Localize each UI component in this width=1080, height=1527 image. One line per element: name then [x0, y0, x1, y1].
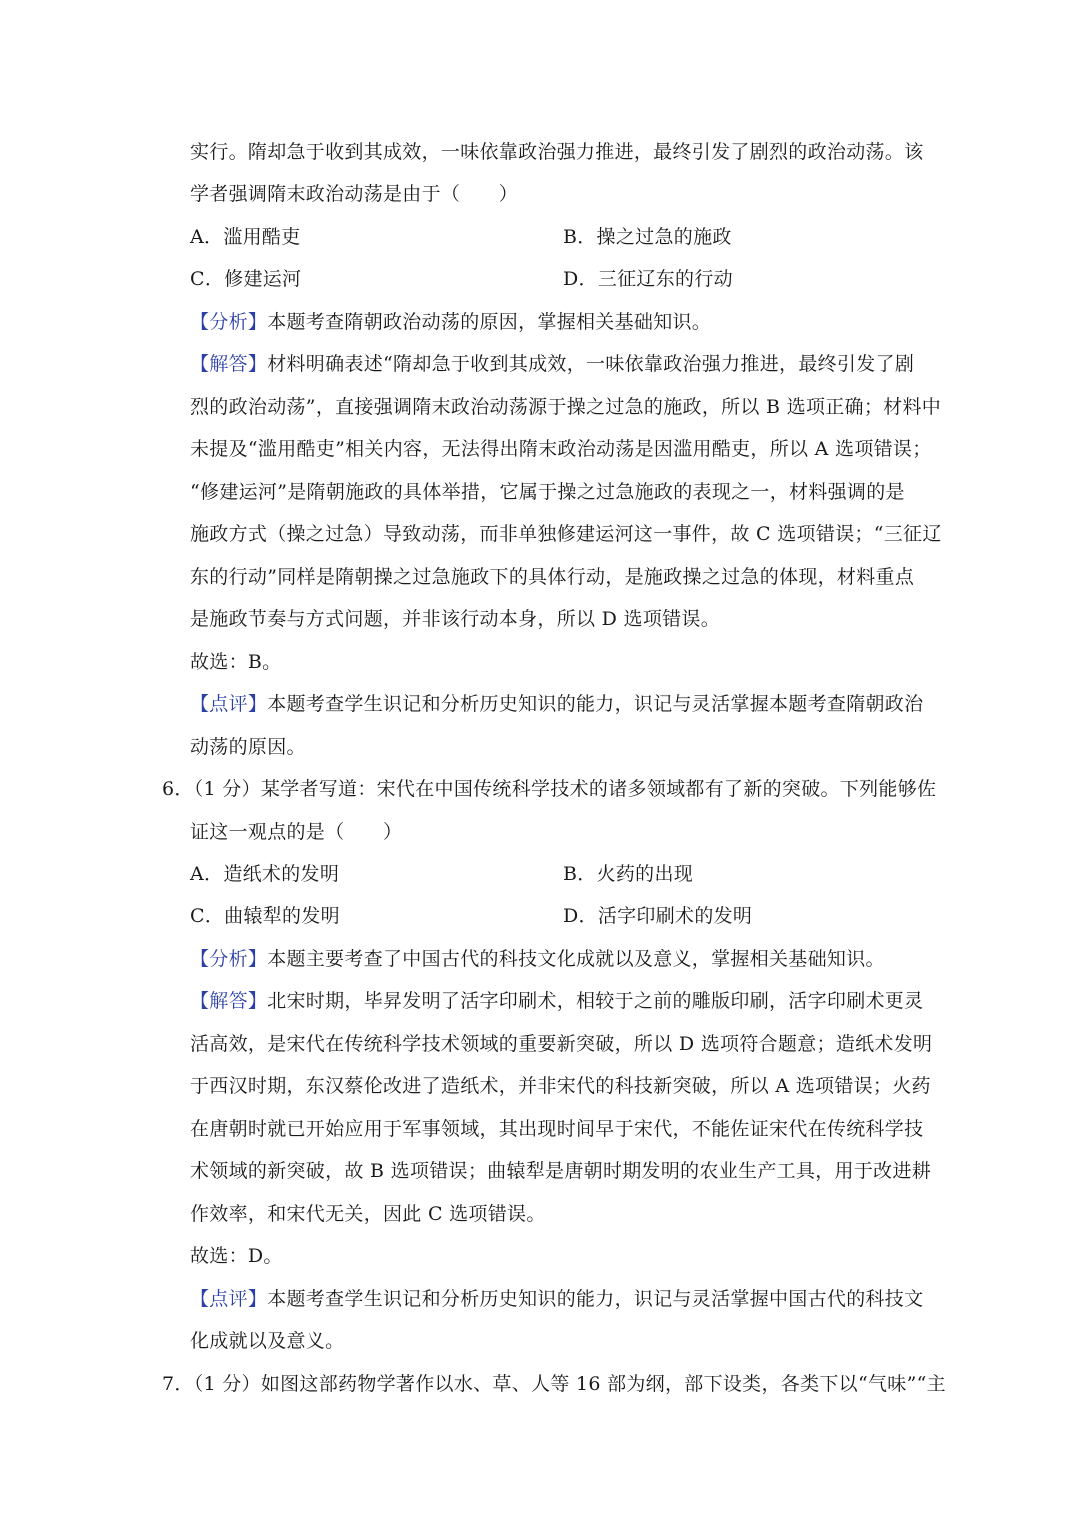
q5-answer-text-1: 材料明确表述“隋却急于收到其成效，一味依靠政治强力推进，最终引发了剧	[267, 353, 915, 375]
q5-option-c: C．修建运河	[190, 268, 302, 290]
q6-comment-line-1	[190, 1287, 924, 1311]
q6-answer-tag: 【解答】	[190, 990, 268, 1012]
q5-choice: 故选：B。	[190, 651, 282, 673]
q6-option-b: B．火药的出现	[563, 863, 694, 885]
q5-option-d: D．三征辽东的行动	[563, 268, 733, 290]
q5-answer-line-2: 烈的政治动荡”，直接强调隋末政治动荡源于操之过急的施政，所以 B 选项正确；材料中	[190, 396, 942, 418]
q6-choice: 故选：D。	[190, 1245, 283, 1267]
q5-option-a: A．滥用酷吏	[190, 226, 301, 248]
q6-stem-line-1: 6．（1 分）某学者写道：宋代在中国传统科学技术的诸多领域都有了新的突破。下列能够佐	[162, 778, 937, 800]
q5-comment-tag: 【点评】	[190, 693, 268, 715]
q6-comment-tag: 【点评】	[190, 1288, 268, 1310]
q6-option-d: D．活字印刷术的发明	[563, 905, 753, 927]
q6-stem-line-2: 证这一观点的是（ ）	[190, 821, 403, 843]
q7-stem-line-1: 7．（1 分）如图这部药物学著作以水、草、人等 16 部为纲，部下设类，各类下以“气味”“主	[162, 1373, 946, 1395]
q5-comment-line-2: 动荡的原因。	[190, 736, 306, 758]
q6-option-a: A．造纸术的发明	[190, 863, 340, 885]
q6-answer-line-3: 于西汉时期，东汉蔡伦改进了造纸术，并非宋代的科技新突破，所以 A 选项错误；火药	[190, 1075, 931, 1097]
q6-comment-line-2: 化成就以及意义。	[190, 1330, 345, 1352]
q5-answer-tag: 【解答】	[190, 353, 268, 375]
q5-answer-line-6: 东的行动”同样是隋朝操之过急施政下的具体行动，是施政操之过急的体现，材料重点	[190, 566, 915, 588]
q6-analysis	[190, 947, 920, 971]
q6-answer-line-6: 作效率，和宋代无关，因此 C 选项错误。	[190, 1203, 546, 1225]
q6-answer-line-2: 活高效，是宋代在传统科学技术领域的重要新突破，所以 D 选项符合题意；造纸术发明	[190, 1033, 933, 1055]
q5-answer-line-4: “修建运河”是隋朝施政的具体举措，它属于操之过急施政的表现之一，材料强调的是	[190, 481, 905, 503]
q5-analysis	[190, 310, 920, 334]
q5-answer-line-7: 是施政节奏与方式问题，并非该行动本身，所以 D 选项错误。	[190, 608, 721, 630]
q6-comment-text-1: 本题考查学生识记和分析历史知识的能力，识记与灵活掌握中国古代的科技文	[267, 1288, 924, 1310]
q5-analysis-text: 本题考查隋朝政治动荡的原因，掌握相关基础知识。	[267, 311, 712, 333]
q6-answer-text-1: 北宋时期，毕昇发明了活字印刷术，相较于之前的雕版印刷，活字印刷术更灵	[267, 990, 924, 1012]
q6-analysis-tag: 【分析】	[190, 948, 268, 970]
q6-answer-line-1	[190, 989, 924, 1013]
q5-answer-line-3: 未提及“滥用酷吏”相关内容，无法得出隋末政治动荡是因滥用酷吏，所以 A 选项错误；	[190, 438, 932, 460]
q5-comment-line-1	[190, 692, 924, 716]
q6-answer-line-5: 术领域的新突破，故 B 选项错误；曲辕犁是唐朝时期发明的农业生产工具，用于改进耕	[190, 1160, 932, 1182]
q5-answer-line-1	[190, 352, 920, 376]
q6-option-c: C．曲辕犁的发明	[190, 905, 340, 927]
q5-comment-text-1: 本题考查学生识记和分析历史知识的能力，识记与灵活掌握本题考查隋朝政治	[267, 693, 924, 715]
q5-stem-line-2: 学者强调隋末政治动荡是由于（ ）	[190, 183, 519, 205]
q6-answer-line-4: 在唐朝时就已开始应用于军事领域，其出现时间早于宋代，不能佐证宋代在传统科学技	[190, 1118, 924, 1140]
q5-answer-line-5: 施政方式（操之过急）导致动荡，而非单独修建运河这一事件，故 C 选项错误；“三征辽	[190, 523, 942, 545]
q5-stem-line-1: 实行。隋却急于收到其成效，一味依靠政治强力推进，最终引发了剧烈的政治动荡。该	[190, 141, 924, 163]
q6-analysis-text: 本题主要考查了中国古代的科技文化成就以及意义，掌握相关基础知识。	[267, 948, 885, 970]
q5-analysis-tag: 【分析】	[190, 311, 268, 333]
q5-option-b: B．操之过急的施政	[563, 226, 732, 248]
